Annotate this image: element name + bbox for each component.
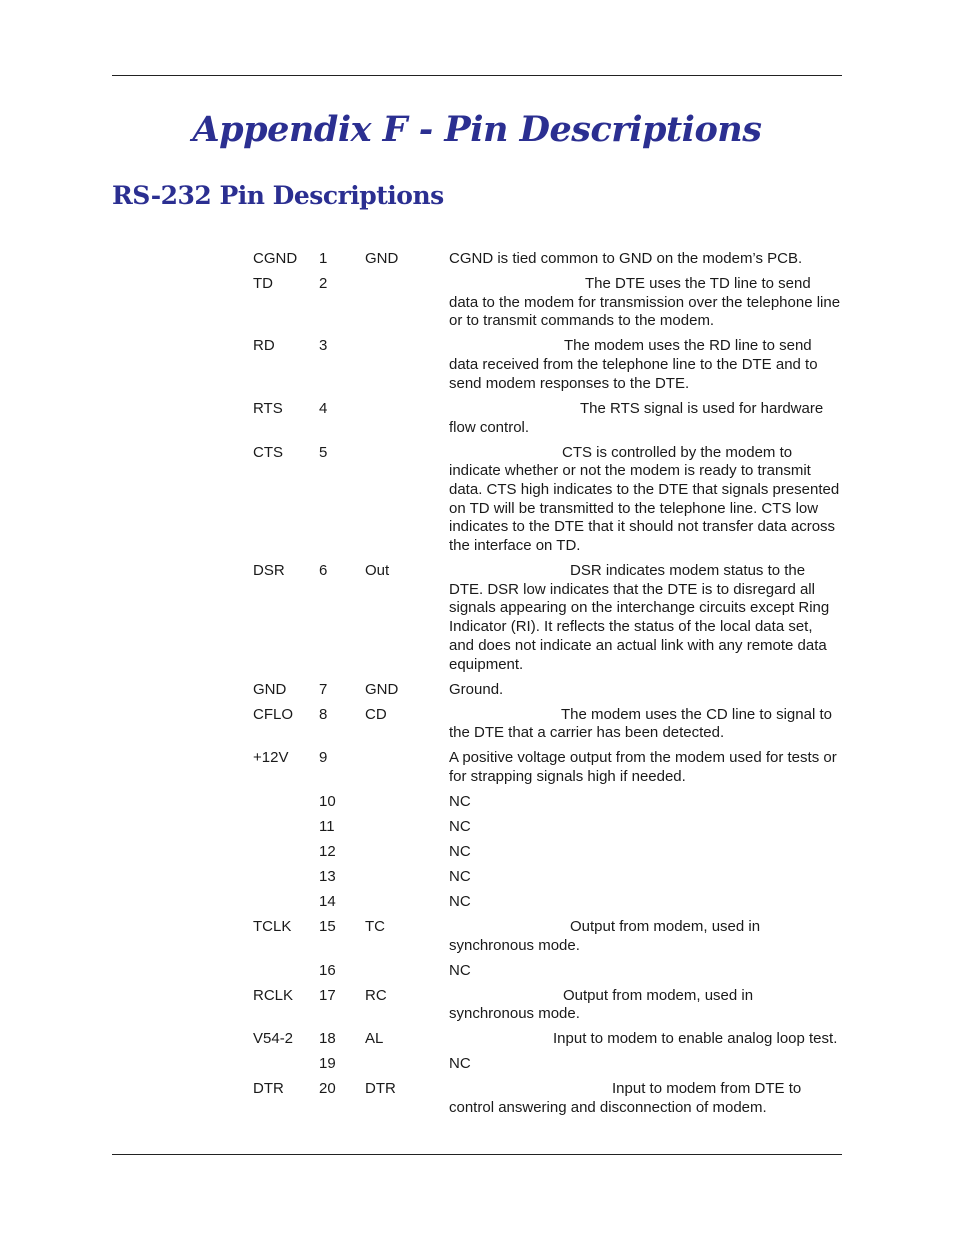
- table-row: [253, 275, 843, 331]
- pin-number: 10: [319, 792, 336, 810]
- pin-description: CGND is tied common to GND on the modem’s PCB.: [449, 250, 803, 267]
- pin-number: 8: [319, 705, 328, 723]
- pin-table: [253, 250, 843, 1124]
- pin-number: 13: [319, 867, 336, 885]
- pin-number: 9: [319, 749, 328, 767]
- pin-number: 3: [319, 337, 328, 355]
- top-rule: [112, 75, 842, 76]
- pin-description: NC: [449, 817, 471, 835]
- pin-description: The DTE uses the TD line to send data to the modem for transmission over the telephone line or to transmit commands to the modem.: [449, 275, 841, 330]
- table-row: [253, 1030, 843, 1049]
- pin-description: The modem uses the RD line to send data received from the telephone line to the DTE and to send modem responses to the DTE.: [449, 337, 818, 392]
- pin-description: CTS is controlled by the modem to indicate whether or not the modem is ready to transmit data. CTS high indicates to the DTE that signals presented on TD will be transmitted to the telephone line. CTS low indicates to the DTE that it should not transfer data across the interface on TD.: [449, 443, 840, 555]
- pin-number: 12: [319, 842, 336, 860]
- pin-description: The RTS signal is used for hardware flow control.: [449, 399, 824, 436]
- table-row: [253, 918, 843, 955]
- table-row: [253, 793, 843, 812]
- table-row: [253, 681, 843, 700]
- pin-number: 18: [319, 1030, 336, 1048]
- pin-number: 1: [319, 250, 328, 267]
- table-row: [253, 444, 843, 556]
- pin-number: 20: [319, 1080, 336, 1098]
- signal-name: CFLO: [253, 705, 294, 723]
- pin-number: 17: [319, 986, 336, 1004]
- pin-number: 7: [319, 680, 328, 698]
- table-row: [253, 987, 843, 1024]
- table-row: [253, 962, 843, 981]
- direction: DTR: [365, 1080, 396, 1098]
- pin-description: A positive voltage output from the modem used for tests or for strapping signals high if needed.: [449, 749, 837, 785]
- direction: RC: [365, 986, 387, 1004]
- pin-description: NC: [449, 1055, 471, 1073]
- pin-description: Ground.: [449, 680, 504, 698]
- table-row: [253, 818, 843, 837]
- table-row: [253, 1080, 843, 1117]
- pin-description: NC: [449, 792, 471, 810]
- pin-description: Output from modem, used in synchronous mode.: [449, 986, 754, 1023]
- pin-description: The modem uses the CD line to signal to the DTE that a carrier has been detected.: [449, 705, 832, 742]
- signal-name: TCLK: [253, 917, 292, 935]
- pin-number: 4: [319, 399, 328, 417]
- table-row: [253, 843, 843, 862]
- pin-number: 2: [319, 275, 328, 292]
- direction: Out: [365, 562, 390, 580]
- table-row: [253, 250, 843, 269]
- table-row: [253, 868, 843, 887]
- signal-name: DTR: [253, 1080, 284, 1098]
- table-row: [253, 1055, 843, 1074]
- direction: AL: [365, 1030, 384, 1048]
- pin-description: Input to modem to enable analog loop test.: [553, 1030, 838, 1048]
- pin-number: 14: [319, 892, 336, 910]
- direction: GND: [365, 680, 399, 698]
- pin-number: 5: [319, 443, 328, 461]
- signal-name: +12V: [253, 749, 289, 767]
- signal-name: TD: [253, 275, 273, 292]
- pin-description: NC: [449, 842, 471, 860]
- signal-name: V54-2: [253, 1030, 294, 1048]
- page-title: Appendix F - Pin Descriptions: [192, 109, 762, 150]
- bottom-rule: [112, 1154, 842, 1155]
- signal-name: RCLK: [253, 986, 294, 1004]
- table-row: [253, 706, 843, 743]
- pin-number: 6: [319, 562, 328, 580]
- direction: GND: [365, 250, 399, 267]
- pin-description: NC: [449, 892, 471, 910]
- pin-number: 15: [319, 917, 336, 935]
- pin-description: NC: [449, 961, 471, 979]
- table-row: [253, 893, 843, 912]
- table-row: [253, 749, 843, 786]
- signal-name: CTS: [253, 443, 283, 461]
- pin-description: NC: [449, 867, 471, 885]
- pin-number: 19: [319, 1055, 336, 1073]
- table-row: [253, 400, 843, 437]
- table-row: [253, 562, 843, 674]
- signal-name: GND: [253, 680, 287, 698]
- pin-number: 11: [319, 817, 335, 835]
- pin-number: 16: [319, 961, 336, 979]
- pin-description: Input to modem from DTE to control answering and disconnection of modem.: [449, 1080, 802, 1117]
- section-title: RS-232 Pin Descriptions: [112, 181, 444, 210]
- signal-name: RTS: [253, 399, 283, 417]
- signal-name: CGND: [253, 250, 298, 267]
- pin-description: Output from modem, used in synchronous mode.: [449, 917, 761, 954]
- pin-description: DSR indicates modem status to the DTE. DSR low indicates that the DTE is to disregard all signals appearing on the interchange circuits except Ring Indicator (RI). It reflects the status of the local data set, and does not indicate an actual link with any remote data equipment.: [449, 562, 830, 673]
- table-row: [253, 337, 843, 393]
- signal-name: RD: [253, 337, 275, 355]
- direction: CD: [365, 705, 387, 723]
- signal-name: DSR: [253, 562, 285, 580]
- direction: TC: [365, 917, 385, 935]
